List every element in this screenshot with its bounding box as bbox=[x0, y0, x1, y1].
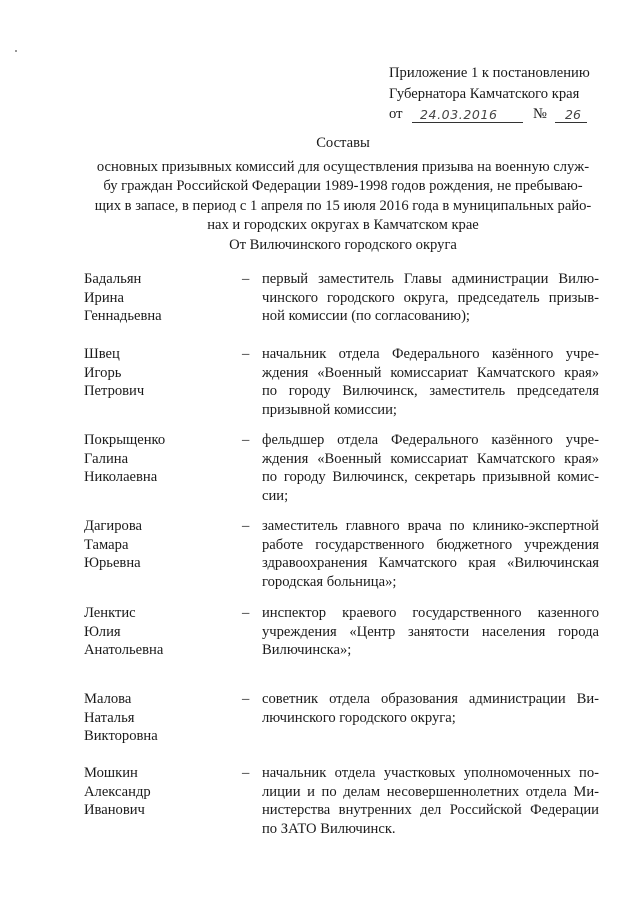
section-heading: От Вилючинского городского округа bbox=[229, 237, 457, 253]
appendix-line-1: Приложение 1 к постановлению bbox=[389, 65, 590, 81]
document-subtitle bbox=[80, 158, 606, 236]
member-dash: – bbox=[242, 271, 250, 287]
role-line: ждения «Военный комиссариат Камчатского края» bbox=[262, 364, 599, 381]
member-surname: Швец bbox=[84, 346, 120, 362]
role-line: чинского городского округа, председатель призыв- bbox=[262, 289, 599, 306]
role-line: начальник отдела участковых уполномоченных по- bbox=[262, 765, 599, 781]
member-role bbox=[262, 690, 599, 727]
number-field bbox=[555, 104, 587, 123]
member-dash: – bbox=[242, 346, 250, 362]
role-line: начальник отдела Федерального казённого учре- bbox=[262, 346, 599, 362]
member-role bbox=[262, 431, 599, 505]
role-line: призывной комиссии; bbox=[262, 401, 397, 418]
member-surname: Мошкин bbox=[84, 765, 138, 781]
scan-speck bbox=[15, 50, 17, 52]
number-label: № bbox=[533, 106, 547, 122]
member-surname: Дагирова bbox=[84, 518, 142, 534]
date-label: от bbox=[389, 106, 403, 122]
role-line: Вилючинска»; bbox=[262, 642, 352, 659]
role-line: инспектор краевого государственного казенного bbox=[262, 605, 599, 621]
member-name bbox=[84, 345, 234, 401]
member-role bbox=[262, 604, 599, 660]
member-role bbox=[262, 270, 599, 326]
member-surname: Ленктис bbox=[84, 605, 136, 621]
role-line: лючинского городского округа; bbox=[262, 709, 456, 726]
document-title-block bbox=[80, 134, 606, 236]
member-name bbox=[84, 517, 234, 573]
subtitle-line: щих в запасе, в период с 1 апреля по 15 июля 2016 года в муниципальных райо- bbox=[94, 197, 592, 214]
role-line: ждения «Военный комиссариат Камчатского края» bbox=[262, 450, 599, 467]
member-name bbox=[84, 764, 234, 820]
appendix-line-2: Губернатора Камчатского края bbox=[389, 85, 580, 102]
member-role bbox=[262, 517, 599, 591]
handwritten-number: 26 bbox=[565, 107, 581, 122]
member-first-name: Александр bbox=[84, 783, 151, 800]
role-line: по городу Вилючинск, заместитель председателя bbox=[262, 383, 599, 400]
role-line: советник отдела образования администрации Ви- bbox=[262, 691, 599, 707]
member-surname: Бадальян bbox=[84, 271, 142, 287]
role-line: нистерства внутренних дел Российской Федерации bbox=[262, 802, 599, 819]
member-name bbox=[84, 604, 234, 660]
role-line: лиции и по делам несовершеннолетних отдела Ми- bbox=[262, 783, 599, 800]
member-name bbox=[84, 690, 234, 746]
member-first-name: Юлия bbox=[84, 623, 121, 640]
member-first-name: Ирина bbox=[84, 289, 124, 306]
member-patronymic: Геннадьевна bbox=[84, 308, 162, 325]
member-dash: – bbox=[242, 691, 250, 707]
member-first-name: Тамара bbox=[84, 536, 129, 553]
role-line: ной комиссии (по согласованию); bbox=[262, 308, 470, 325]
subtitle-line: основных призывных комиссий для осуществления призыва на военную служ- bbox=[96, 158, 590, 175]
date-number-line bbox=[389, 104, 590, 125]
member-patronymic: Петрович bbox=[84, 383, 145, 400]
member-patronymic: Викторовна bbox=[84, 728, 158, 745]
appendix-header bbox=[389, 63, 590, 125]
member-dash: – bbox=[242, 765, 250, 781]
member-patronymic: Иванович bbox=[84, 802, 145, 819]
role-line: первый заместитель Главы администрации Вилю- bbox=[262, 271, 599, 287]
member-dash: – bbox=[242, 432, 250, 448]
member-patronymic: Николаевна bbox=[84, 469, 158, 486]
date-field bbox=[412, 104, 523, 123]
member-first-name: Наталья bbox=[84, 709, 135, 726]
role-line: учреждения «Центр занятости населения города bbox=[262, 623, 599, 640]
role-line: заместитель главного врача по клинико-экспертной bbox=[262, 518, 599, 534]
member-patronymic: Анатольевна bbox=[84, 642, 164, 659]
handwritten-date: 24.03.2016 bbox=[420, 107, 498, 122]
role-line: по городу Вилючинск, секретарь призывной комис- bbox=[262, 469, 599, 486]
member-dash: – bbox=[242, 518, 250, 534]
member-dash: – bbox=[242, 605, 250, 621]
subtitle-line: бу граждан Российской Федерации 1989-1998 годов рождения, не пребываю- bbox=[103, 178, 583, 194]
member-first-name: Галина bbox=[84, 450, 129, 467]
role-line: работе государственного бюджетного учреждения bbox=[262, 536, 599, 553]
role-line: сии; bbox=[262, 487, 289, 504]
subtitle-line: нах и городских округах в Камчатском крае bbox=[207, 217, 479, 233]
member-name bbox=[84, 270, 234, 326]
document-title: Составы bbox=[316, 135, 370, 151]
role-line: городская больница»; bbox=[262, 573, 397, 590]
role-line: по ЗАТО Вилючинск. bbox=[262, 820, 396, 837]
role-line: фельдшер отдела Федерального казённого учре- bbox=[262, 432, 599, 448]
member-role bbox=[262, 345, 599, 419]
member-first-name: Игорь bbox=[84, 364, 122, 381]
member-patronymic: Юрьевна bbox=[84, 555, 141, 572]
member-name bbox=[84, 431, 234, 487]
member-role bbox=[262, 764, 599, 838]
member-surname: Малова bbox=[84, 691, 132, 707]
member-surname: Покрыщенко bbox=[84, 432, 166, 448]
role-line: здравоохранения Камчатского края «Вилючинская bbox=[262, 555, 599, 572]
